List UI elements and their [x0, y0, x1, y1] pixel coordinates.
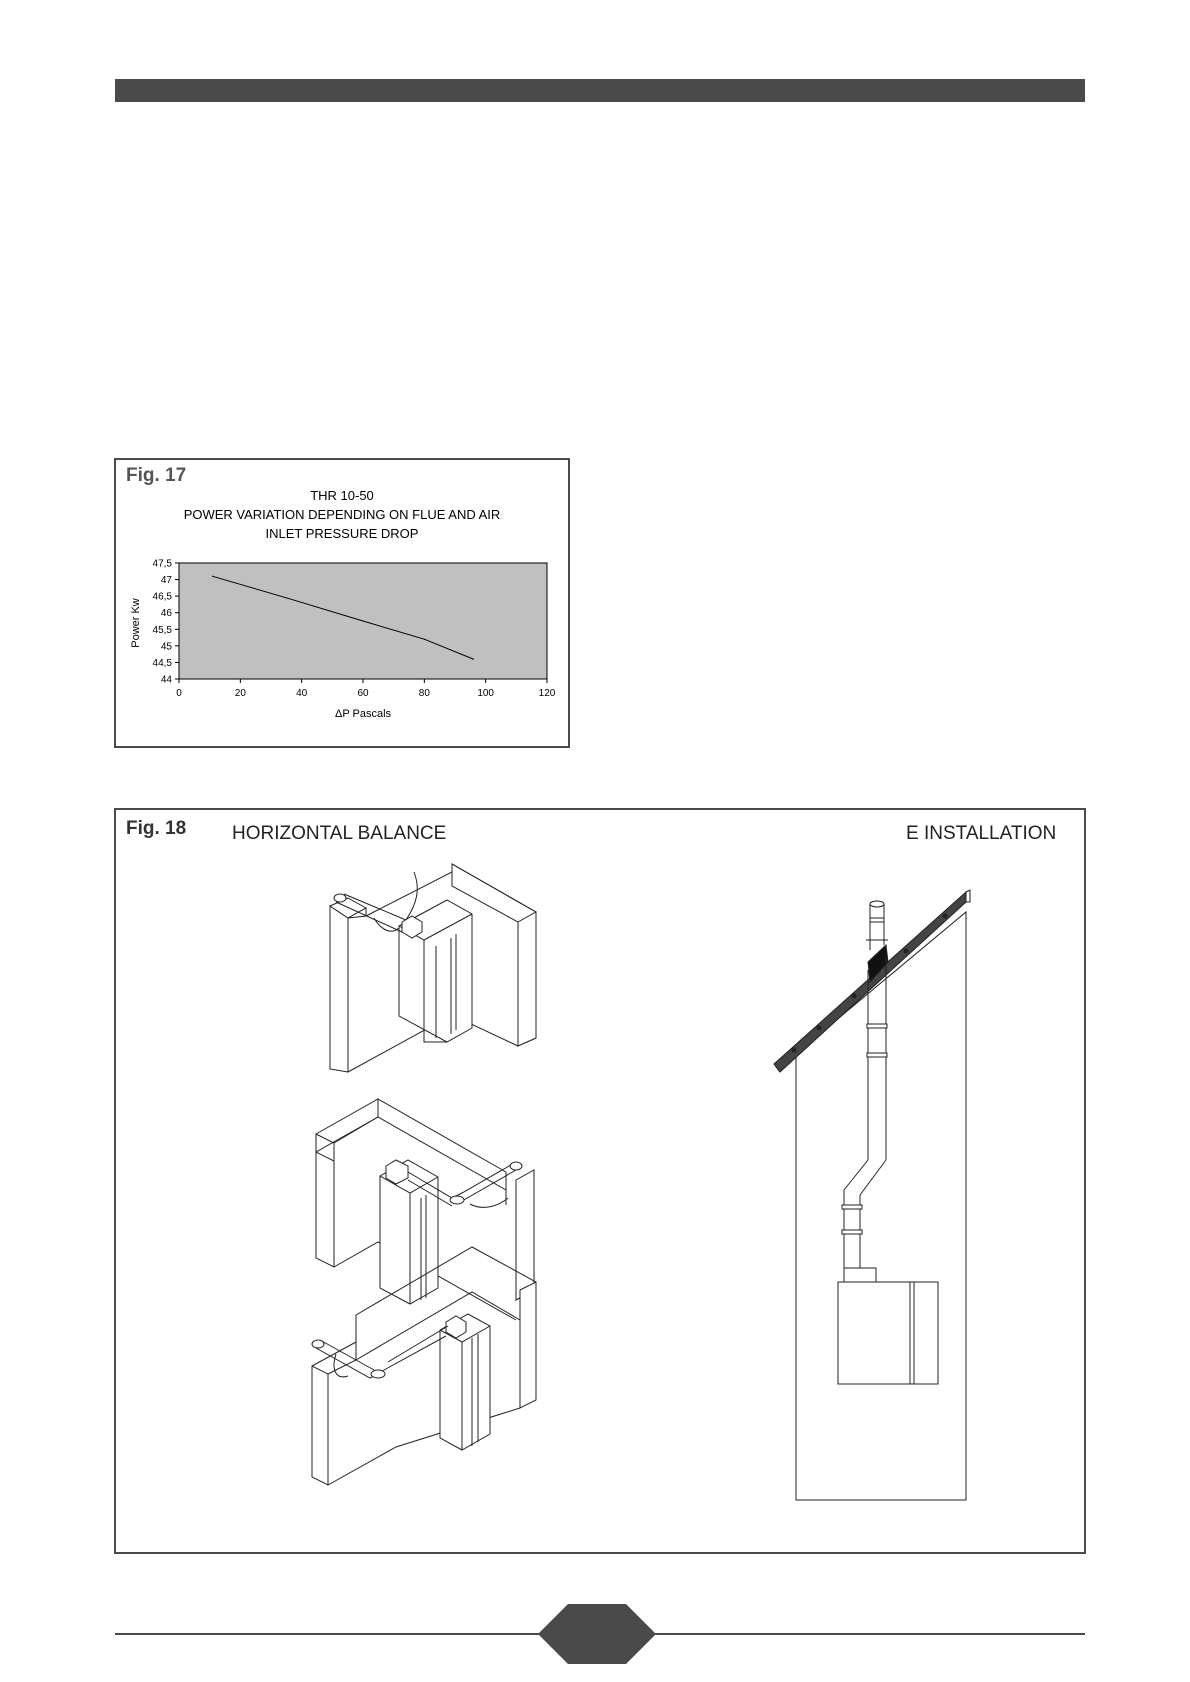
y-axis-label: Power Kw	[130, 598, 142, 648]
y-tick-label: 45,5	[152, 624, 172, 636]
x-tick-label: 40	[296, 688, 308, 699]
chart-title-line1: THR 10-50	[310, 488, 374, 503]
fig18-title-left: HORIZONTAL BALANCE	[232, 823, 447, 844]
data-point	[212, 576, 213, 577]
fig18-panel	[114, 808, 1086, 1554]
y-tick-label: 44,5	[152, 657, 172, 669]
data-point	[424, 639, 425, 640]
horizontal-installation-drawing-1	[330, 864, 536, 1072]
header-bar	[115, 79, 1085, 102]
page-marker-shape	[538, 1604, 656, 1664]
fig18-title-right: E INSTALLATION	[906, 823, 1057, 844]
x-tick-label: 20	[234, 688, 246, 699]
data-point	[286, 597, 287, 598]
fig17-panel	[114, 458, 570, 748]
horizontal-installation-drawing-2	[316, 1099, 534, 1320]
fig17-label: Fig. 17	[126, 465, 187, 486]
y-tick-label: 46	[160, 608, 172, 620]
power-chart	[116, 460, 568, 746]
x-axis-label: ΔP Pascals	[334, 708, 392, 720]
y-tick-label: 46,5	[152, 591, 172, 603]
y-tick-label: 44	[160, 674, 172, 686]
x-tick-label: 120	[538, 688, 556, 699]
x-tick-label: 60	[357, 688, 369, 699]
chart-title-line2: POWER VARIATION DEPENDING ON FLUE AND AIR	[183, 507, 501, 522]
chart-title-line3: INLET PRESSURE DROP	[265, 526, 419, 541]
x-tick-label: 0	[176, 688, 182, 699]
x-tick-label: 100	[477, 688, 495, 699]
y-tick-label: 47	[160, 575, 172, 587]
installation-drawings	[116, 810, 1084, 1552]
data-point	[362, 620, 363, 621]
y-tick-label: 45	[160, 641, 172, 653]
vertical-installation-drawing	[774, 890, 970, 1500]
x-tick-label: 80	[418, 688, 430, 699]
y-tick-label: 47,5	[152, 558, 172, 570]
fig18-label: Fig. 18	[126, 818, 187, 839]
data-point	[473, 659, 474, 660]
